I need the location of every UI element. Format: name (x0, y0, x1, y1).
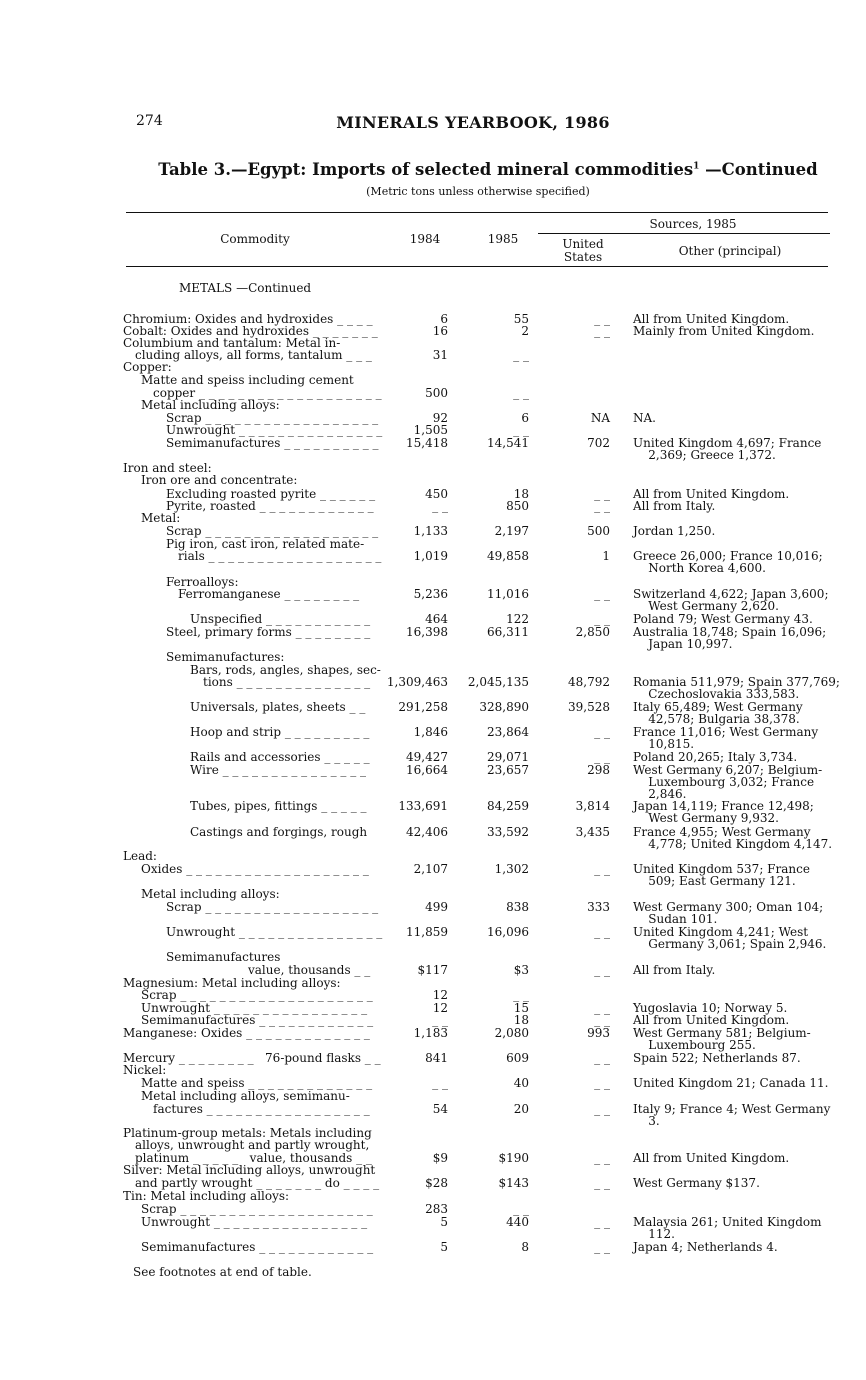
value-1985-cell: 122 (506, 612, 529, 626)
united-states-cell: _ _ (594, 750, 610, 764)
value-1985-cell: 440 (506, 1215, 529, 1229)
commodity-cell: Metal: (141, 511, 181, 525)
commodity-cell: Lead: (123, 849, 157, 863)
commodity-cell: Pyrite, roasted _ _ _ _ _ _ _ _ _ _ _ _ (166, 499, 374, 513)
commodity-cell: METALS —Continued (179, 281, 312, 295)
other-sources-cell: Mainly from United Kingdom. (633, 324, 815, 338)
united-states-cell: _ _ (594, 587, 610, 601)
value-1984-cell: 42,406 (406, 825, 448, 839)
united-states-cell: _ _ (594, 725, 610, 739)
sources-rule (538, 233, 830, 234)
value-1985-cell: $190 (498, 1151, 529, 1165)
united-states-cell: _ _ (594, 612, 610, 626)
united-states-cell: _ _ (594, 1151, 610, 1165)
united-states-cell: _ _ (594, 1076, 610, 1090)
value-1985-cell: 49,858 (487, 549, 529, 563)
value-1985-cell: 23,657 (487, 763, 529, 777)
value-1985-cell: 18 (513, 487, 529, 501)
commodity-cell: Pig iron, cast iron, related mate- (166, 537, 365, 551)
commodity-cell: Tin: Metal including alloys: (123, 1189, 290, 1203)
value-1984-cell: 11,859 (406, 925, 448, 939)
commodity-cell: Matte and speiss _ _ _ _ _ _ _ _ _ _ _ _ _ (141, 1076, 373, 1090)
commodity-cell: Scrap _ _ _ _ _ _ _ _ _ _ _ _ _ _ _ _ _ _ (166, 524, 379, 538)
other-sources-cell: Italy 9; France 4; West Germany 3. (633, 1102, 831, 1128)
united-states-cell: _ _ (594, 1240, 610, 1254)
commodity-cell: Matte and speiss including cement (141, 373, 354, 387)
value-1985-cell: 55 (513, 312, 529, 326)
commodity-cell: Tubes, pipes, fittings _ _ _ _ _ (190, 799, 367, 813)
value-1984-cell: 1,183 (413, 1026, 448, 1040)
commodity-cell: alloys, unwrought and partly wrought, (135, 1138, 370, 1152)
other-sources-cell: United Kingdom 537; France 509; East Germany 121. (633, 862, 810, 888)
value-1985-cell: 838 (506, 900, 529, 914)
value-1985-cell: 1,302 (494, 862, 529, 876)
value-1984-cell: 500 (425, 386, 448, 400)
united-states-cell: 2,850 (575, 625, 610, 639)
commodity-cell: tions _ _ _ _ _ _ _ _ _ _ _ _ _ _ (203, 675, 371, 689)
value-1984-cell: 464 (425, 612, 448, 626)
header-united-states: United States (562, 237, 604, 264)
page-number: 274 (136, 113, 163, 129)
value-1984-cell: $28 (425, 1176, 448, 1190)
commodity-cell: Excluding roasted pyrite _ _ _ _ _ _ (166, 487, 376, 501)
commodity-cell: Wire _ _ _ _ _ _ _ _ _ _ _ _ _ _ _ (190, 763, 367, 777)
united-states-cell: _ _ (594, 1001, 610, 1015)
value-1985-cell: _ _ (513, 386, 529, 400)
value-1985-cell: 850 (506, 499, 529, 513)
united-states-cell: _ _ (594, 925, 610, 939)
value-1984-cell: 16 (432, 324, 448, 338)
other-sources-cell: All from United Kingdom. (633, 487, 790, 501)
commodity-cell: Rails and accessories _ _ _ _ _ (190, 750, 370, 764)
value-1985-cell: 23,864 (487, 725, 529, 739)
value-1985-cell: 2 (521, 324, 529, 338)
value-1985-cell: 18 (513, 1013, 529, 1027)
table-subtitle: (Metric tons unless otherwise specified) (366, 185, 590, 198)
value-1984-cell: $9 (432, 1151, 448, 1165)
value-1984-cell: 5 (440, 1215, 448, 1229)
commodity-cell: rials _ _ _ _ _ _ _ _ _ _ _ _ _ _ _ _ _ _ (178, 549, 382, 563)
value-1985-cell: 40 (513, 1076, 529, 1090)
commodity-cell: Semimanufactures (166, 950, 281, 964)
other-sources-cell: NA. (633, 411, 656, 425)
other-sources-cell: Romania 511,979; Spain 377,769; Czechoslovakia 333,583. (633, 675, 840, 701)
table-title-text: Table 3.—Egypt: Imports of selected mineral commodities (158, 160, 694, 179)
united-states-cell: _ _ (594, 487, 610, 501)
commodity-cell: Manganese: Oxides _ _ _ _ _ _ _ _ _ _ _ _ _ (123, 1026, 370, 1040)
commodity-cell: Ferromanganese _ _ _ _ _ _ _ _ (178, 587, 360, 601)
value-1984-cell: 5 (440, 1240, 448, 1254)
running-head: MINERALS YEARBOOK, 1986 (336, 113, 610, 132)
other-sources-cell: West Germany $137. (633, 1176, 760, 1190)
commodity-cell: and partly wrought _ _ _ _ _ _ _ do _ _ _ _ (135, 1176, 380, 1190)
other-sources-cell: Australia 18,748; Spain 16,096; Japan 10,997. (633, 625, 827, 651)
other-sources-cell: Japan 14,119; France 12,498; West Germany 9,932. (633, 799, 814, 825)
other-sources-cell: United Kingdom 4,697; France 2,369; Greece 1,372. (633, 436, 822, 462)
commodity-cell: Hoop and strip _ _ _ _ _ _ _ _ _ (190, 725, 370, 739)
footnote: See footnotes at end of table. (133, 1265, 312, 1279)
commodity-cell: Unwrought _ _ _ _ _ _ _ _ _ _ _ _ _ _ _ (166, 925, 383, 939)
commodity-cell: Scrap _ _ _ _ _ _ _ _ _ _ _ _ _ _ _ _ _ _ (166, 411, 379, 425)
commodity-cell: Copper: (123, 360, 172, 374)
value-1984-cell: 12 (432, 1001, 448, 1015)
commodity-cell: factures _ _ _ _ _ _ _ _ _ _ _ _ _ _ _ _ _ (153, 1102, 370, 1116)
value-1984-cell: _ _ (432, 1076, 448, 1090)
value-1985-cell: 2,197 (494, 524, 529, 538)
commodity-cell: Unwrought _ _ _ _ _ _ _ _ _ _ _ _ _ _ _ _ (141, 1215, 368, 1229)
header-1985: 1985 (487, 232, 519, 246)
other-sources-cell: West Germany 581; Belgium- Luxembourg 255. (633, 1026, 811, 1052)
other-sources-cell: France 11,016; West Germany 10,815. (633, 725, 819, 751)
value-1984-cell: 6 (440, 312, 448, 326)
value-1984-cell: 133,691 (398, 799, 448, 813)
value-1985-cell: _ _ (513, 423, 529, 437)
united-states-cell: _ _ (594, 1013, 610, 1027)
commodity-cell: Semimanufactures _ _ _ _ _ _ _ _ _ _ _ _ (141, 1013, 374, 1027)
united-states-cell: 993 (587, 1026, 610, 1040)
header-commodity: Commodity (220, 232, 290, 246)
value-1985-cell: $143 (498, 1176, 529, 1190)
value-1985-cell: 609 (506, 1051, 529, 1065)
united-states-cell: _ _ (594, 1051, 610, 1065)
value-1985-cell: 16,096 (487, 925, 529, 939)
value-1984-cell: 499 (425, 900, 448, 914)
header-sources: Sources, 1985 (649, 217, 737, 231)
value-1985-cell: 20 (513, 1102, 529, 1116)
other-sources-cell: United Kingdom 21; Canada 11. (633, 1076, 829, 1090)
table-title-suffix: —Continued (699, 160, 818, 179)
other-sources-cell: Switzerland 4,622; Japan 3,600; West Germany 2,620. (633, 587, 829, 613)
other-sources-cell: All from Italy. (633, 963, 716, 977)
other-sources-cell: France 4,955; West Germany 4,778; United Kingdom 4,147. (633, 825, 833, 851)
commodity-cell: copper _ _ _ _ _ _ _ _ _ _ _ _ _ _ _ _ _ _ _ (153, 386, 382, 400)
other-sources-cell: Japan 4; Netherlands 4. (633, 1240, 778, 1254)
commodity-cell: Scrap _ _ _ _ _ _ _ _ _ _ _ _ _ _ _ _ _ _ _ _ (141, 1202, 373, 1216)
value-1984-cell: 841 (425, 1051, 448, 1065)
commodity-cell: Iron ore and concentrate: (141, 473, 298, 487)
value-1984-cell: 1,019 (413, 549, 448, 563)
commodity-cell: Semimanufactures _ _ _ _ _ _ _ _ _ _ _ _ (141, 1240, 374, 1254)
value-1984-cell: 12 (432, 988, 448, 1002)
value-1984-cell: 5,236 (413, 587, 448, 601)
value-1984-cell: 2,107 (413, 862, 448, 876)
value-1984-cell: 31 (432, 348, 448, 362)
other-sources-cell: Greece 26,000; France 10,016; North Korea 4,600. (633, 549, 823, 575)
other-sources-cell: West Germany 300; Oman 104; Sudan 101. (633, 900, 824, 926)
value-1984-cell: 1,133 (413, 524, 448, 538)
commodity-cell: platinum _ _ _ _ _ value, thousands _ _ (135, 1151, 372, 1165)
value-1984-cell: _ _ (432, 499, 448, 513)
united-states-cell: 39,528 (568, 700, 610, 714)
other-sources-cell: Malaysia 261; United Kingdom 112. (633, 1215, 822, 1241)
header-bottom-rule (126, 266, 828, 267)
value-1985-cell: 2,080 (494, 1026, 529, 1040)
commodity-cell: Columbium and tantalum: Metal in- (123, 336, 341, 350)
united-states-cell: _ _ (594, 312, 610, 326)
commodity-cell: Unwrought _ _ _ _ _ _ _ _ _ _ _ _ _ _ _ (166, 423, 383, 437)
commodity-cell: Cobalt: Oxides and hydroxides _ _ _ _ _ _ _ (123, 324, 378, 338)
commodity-cell: Platinum-group metals: Metals including (123, 1126, 372, 1140)
value-1985-cell: 66,311 (487, 625, 529, 639)
header-other: Other (principal) (678, 244, 782, 258)
value-1984-cell: 450 (425, 487, 448, 501)
value-1985-cell: 2,045,135 (467, 675, 529, 689)
commodity-cell: Semimanufactures: (166, 650, 285, 664)
value-1985-cell: 11,016 (487, 587, 529, 601)
commodity-cell: Oxides _ _ _ _ _ _ _ _ _ _ _ _ _ _ _ _ _ _ _ (141, 862, 369, 876)
value-1984-cell: 1,846 (413, 725, 448, 739)
commodity-cell: Metal including alloys: (141, 887, 280, 901)
value-1985-cell: _ _ (513, 348, 529, 362)
value-1984-cell: _ _ (432, 1013, 448, 1027)
united-states-cell: _ _ (594, 324, 610, 338)
united-states-cell: _ _ (594, 862, 610, 876)
united-states-cell: 3,814 (575, 799, 610, 813)
value-1985-cell: 29,071 (487, 750, 529, 764)
value-1984-cell: 283 (425, 1202, 448, 1216)
value-1984-cell: 16,664 (406, 763, 448, 777)
other-sources-cell: All from United Kingdom. (633, 1013, 790, 1027)
other-sources-cell: United Kingdom 4,241; West Germany 3,061; Spain 2,946. (633, 925, 827, 951)
united-states-cell: _ _ (594, 1215, 610, 1229)
value-1984-cell: 16,398 (406, 625, 448, 639)
value-1984-cell: 54 (432, 1102, 448, 1116)
commodity-cell: Scrap _ _ _ _ _ _ _ _ _ _ _ _ _ _ _ _ _ _ (166, 900, 379, 914)
united-states-cell: 702 (587, 436, 610, 450)
value-1984-cell: 92 (432, 411, 448, 425)
value-1985-cell: _ _ (513, 1202, 529, 1216)
value-1985-cell: 84,259 (487, 799, 529, 813)
value-1985-cell: 328,890 (479, 700, 529, 714)
header-top-rule (126, 212, 828, 213)
commodity-cell: Metal including alloys, semimanu- (141, 1089, 350, 1103)
value-1985-cell: $3 (513, 963, 529, 977)
commodity-cell: Chromium: Oxides and hydroxides _ _ _ _ (123, 312, 373, 326)
value-1984-cell: 291,258 (398, 700, 448, 714)
commodity-cell: Universals, plates, sheets _ _ (190, 700, 366, 714)
other-sources-cell: Italy 65,489; West Germany 42,578; Bulgaria 38,378. (633, 700, 803, 726)
other-sources-cell: West Germany 6,207; Belgium- Luxembourg 3,032; France 2,846. (633, 763, 823, 801)
united-states-cell: 3,435 (575, 825, 610, 839)
commodity-cell: Silver: Metal including alloys, unwrought (123, 1163, 376, 1177)
commodity-cell: Nickel: (123, 1063, 167, 1077)
value-1985-cell: 6 (521, 411, 529, 425)
commodity-cell: Unwrought _ _ _ _ _ _ _ _ _ _ _ _ _ _ _ _ (141, 1001, 368, 1015)
united-states-cell: 500 (587, 524, 610, 538)
commodity-cell: Steel, primary forms _ _ _ _ _ _ _ _ (166, 625, 371, 639)
other-sources-cell: All from United Kingdom. (633, 1151, 790, 1165)
united-states-cell: 1 (602, 549, 610, 563)
value-1985-cell: _ _ (513, 988, 529, 1002)
commodity-cell: Mercury _ _ _ _ _ _ _ _ 76-pound flasks _ _ (123, 1051, 381, 1065)
value-1985-cell: 33,592 (487, 825, 529, 839)
united-states-cell: _ _ (594, 1176, 610, 1190)
commodity-cell: Bars, rods, angles, shapes, sec- (190, 663, 381, 677)
other-sources-cell: All from United Kingdom. (633, 312, 790, 326)
other-sources-cell: All from Italy. (633, 499, 716, 513)
value-1984-cell: 1,309,463 (386, 675, 448, 689)
value-1984-cell: 49,427 (406, 750, 448, 764)
value-1985-cell: 15 (513, 1001, 529, 1015)
other-sources-cell: Jordan 1,250. (633, 524, 716, 538)
table-title (0, 160, 866, 179)
header-1984: 1984 (409, 232, 441, 246)
united-states-cell: _ _ (594, 963, 610, 977)
united-states-cell: _ _ (594, 1102, 610, 1116)
commodity-cell: value, thousands _ _ (248, 963, 371, 977)
commodity-cell: cluding alloys, all forms, tantalum _ _ _ (135, 348, 372, 362)
commodity-cell: Castings and forgings, rough (190, 825, 368, 839)
value-1984-cell: 15,418 (406, 436, 448, 450)
united-states-cell: _ _ (594, 499, 610, 513)
united-states-cell: 333 (587, 900, 610, 914)
value-1984-cell: 1,505 (413, 423, 448, 437)
commodity-cell: Iron and steel: (123, 461, 212, 475)
commodity-cell: Unspecified _ _ _ _ _ _ _ _ _ _ _ (190, 612, 371, 626)
value-1984-cell: $117 (417, 963, 448, 977)
other-sources-cell: Yugoslavia 10; Norway 5. (633, 1001, 788, 1015)
value-1985-cell: 14,541 (487, 436, 529, 450)
table-title-footnote-mark: 1 (693, 161, 700, 172)
commodity-cell: Scrap _ _ _ _ _ _ _ _ _ _ _ _ _ _ _ _ _ _ _ _ (141, 988, 373, 1002)
commodity-cell: Magnesium: Metal including alloys: (123, 976, 341, 990)
commodity-cell: Metal including alloys: (141, 398, 280, 412)
value-1985-cell: 8 (521, 1240, 529, 1254)
commodity-cell: Semimanufactures _ _ _ _ _ _ _ _ _ _ (166, 436, 379, 450)
united-states-cell: 48,792 (568, 675, 610, 689)
other-sources-cell: Spain 522; Netherlands 87. (633, 1051, 801, 1065)
united-states-cell: 298 (587, 763, 610, 777)
commodity-cell: Ferroalloys: (166, 575, 239, 589)
united-states-cell: NA (590, 411, 610, 425)
other-sources-cell: Poland 79; West Germany 43. (633, 612, 813, 626)
other-sources-cell: Poland 20,265; Italy 3,734. (633, 750, 798, 764)
